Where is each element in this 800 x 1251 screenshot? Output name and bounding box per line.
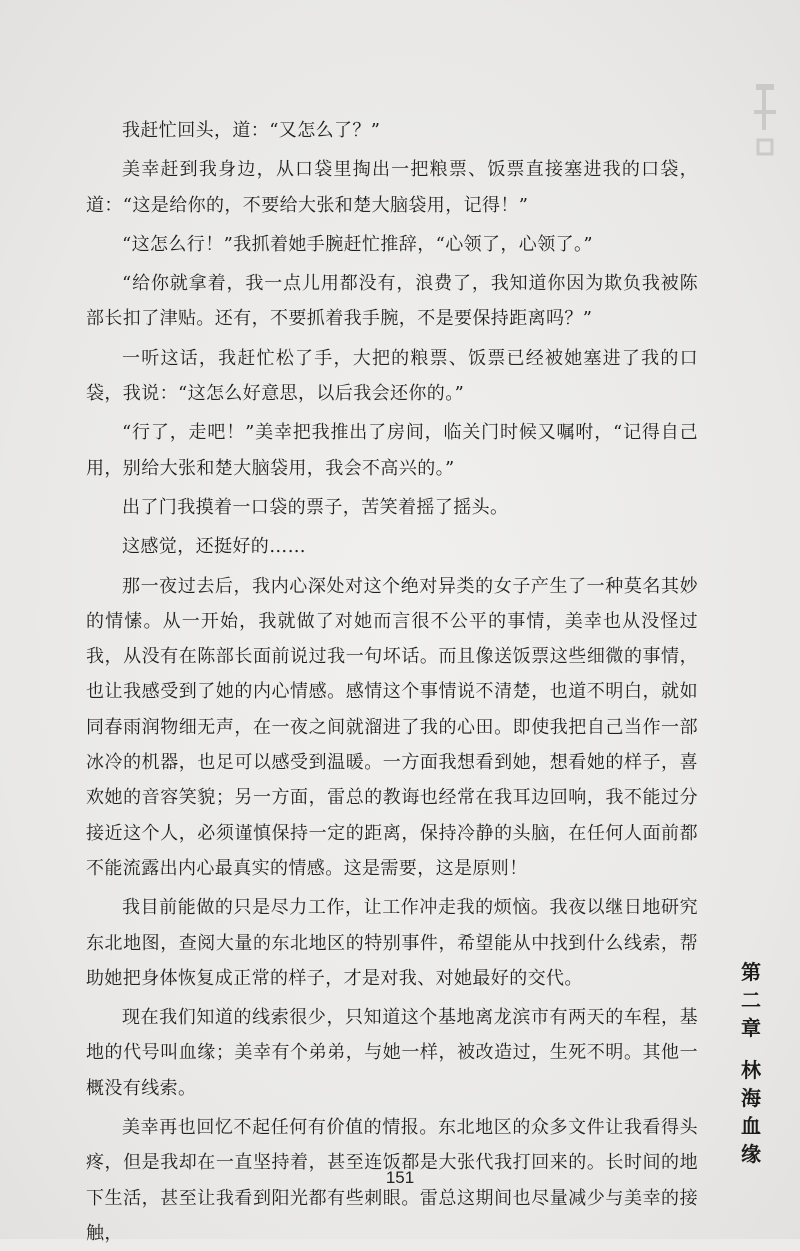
chapter-body (86, 113, 698, 1251)
paragraph-1: 我赶忙回头，道：“又怎么了？” (122, 120, 381, 141)
paragraph-12: 美幸再也回忆不起任何有价值的情报。东北地区的众多文件让我看得头疼，但是我却在一直坚持着，甚至连饭都是大张代我打回来的。长时间的地下生活，甚至让我看到阳光都有些刺眼。雷总这期间也尽量减少与美幸的接触， (86, 1117, 698, 1244)
chapter-side-title (736, 958, 766, 1168)
paragraph-10: 我目前能做的只是尽力工作，让工作冲走我的烦恼。我夜以继日地研究东北地图，查阅大量的东北地区的特别事件，希望能从中找到什么线索，帮助她把身体恢复成正常的样子，才是对我、对她最好的交代。 (86, 897, 698, 989)
paragraph-5: 一听这话，我赶忙松了手，大把的粮票、饭票已经被她塞进了我的口袋，我说：“这怎么好意思，以后我会还你的。” (86, 347, 698, 405)
paragraph-3: “这怎么行！”我抓着她手腕赶忙推辞，“心领了，心领了。” (122, 233, 594, 255)
paragraph-7: 出了门我摸着一口袋的票子，苦笑着摇了摇头。 (122, 496, 509, 518)
chapter-title-char: 血 (741, 1114, 761, 1138)
paragraph-9: 那一夜过去后，我内心深处对这个绝对异类的女子产生了一种莫名其妙的情愫。从一开始，我就做了对她而言很不公平的事情，美幸也从没怪过我，从没有在陈部长面前说过我一句坏话。而且像送饭票这些细微的事情，也让我感受到了她的内心情感。感情这个事情说不清楚，也道不明白，就如同春雨润物细无声，在一夜之间就溜进了我的心田。即使我把自己当作一部冰冷的机器，也足可以感受到温暖。一方面我想看到她，想看她的样子，喜欢她的音容笑貌；另一方面，雷总的教诲也经常在我耳边回响，我不能过分接近这个人，必须谨慎保持一定的距离，保持冷静的头脑，在任何人面前都不能流露出内心最真实的情感。这是需要，这是原则！ (86, 575, 698, 879)
chapter-title-char: 第 (741, 960, 761, 984)
chapter-title-char: 章 (741, 1016, 761, 1040)
chapter-title-char: 林 (741, 1058, 761, 1082)
bleed-through-mark-icon (752, 80, 782, 170)
chapter-title-char: 缘 (741, 1142, 761, 1166)
paragraph-6: “行了，走吧！”美幸把我推出了房间，临关门时候又嘱咐，“记得自己用，别给大张和楚大脑袋用，我会不高兴的。” (86, 422, 698, 479)
paragraph-11: 现在我们知道的线索很少，只知道这个基地离龙滨市有两天的车程，基地的代号叫血缘；美幸有个弟弟，与她一样，被改造过，生死不明。其他一概没有线索。 (86, 1007, 698, 1099)
page-number: 151 (385, 1168, 415, 1187)
chapter-title-char: 海 (741, 1086, 761, 1110)
chapter-title-gap (736, 1042, 766, 1056)
paragraph-4: “给你就拿着，我一点儿用都没有，浪费了，我知道你因为欺负我被陈部长扣了津贴。还有，不要抓着我手腕，不是要保持距离吗？” (86, 273, 698, 330)
chapter-title-char: 二 (741, 988, 761, 1012)
paragraph-2: 美幸赶到我身边，从口袋里掏出一把粮票、饭票直接塞进我的口袋，道：“这是给你的，不要给大张和楚大脑袋用，记得！” (86, 159, 698, 216)
paragraph-8: 这感觉，还挺好的…… (122, 536, 306, 558)
